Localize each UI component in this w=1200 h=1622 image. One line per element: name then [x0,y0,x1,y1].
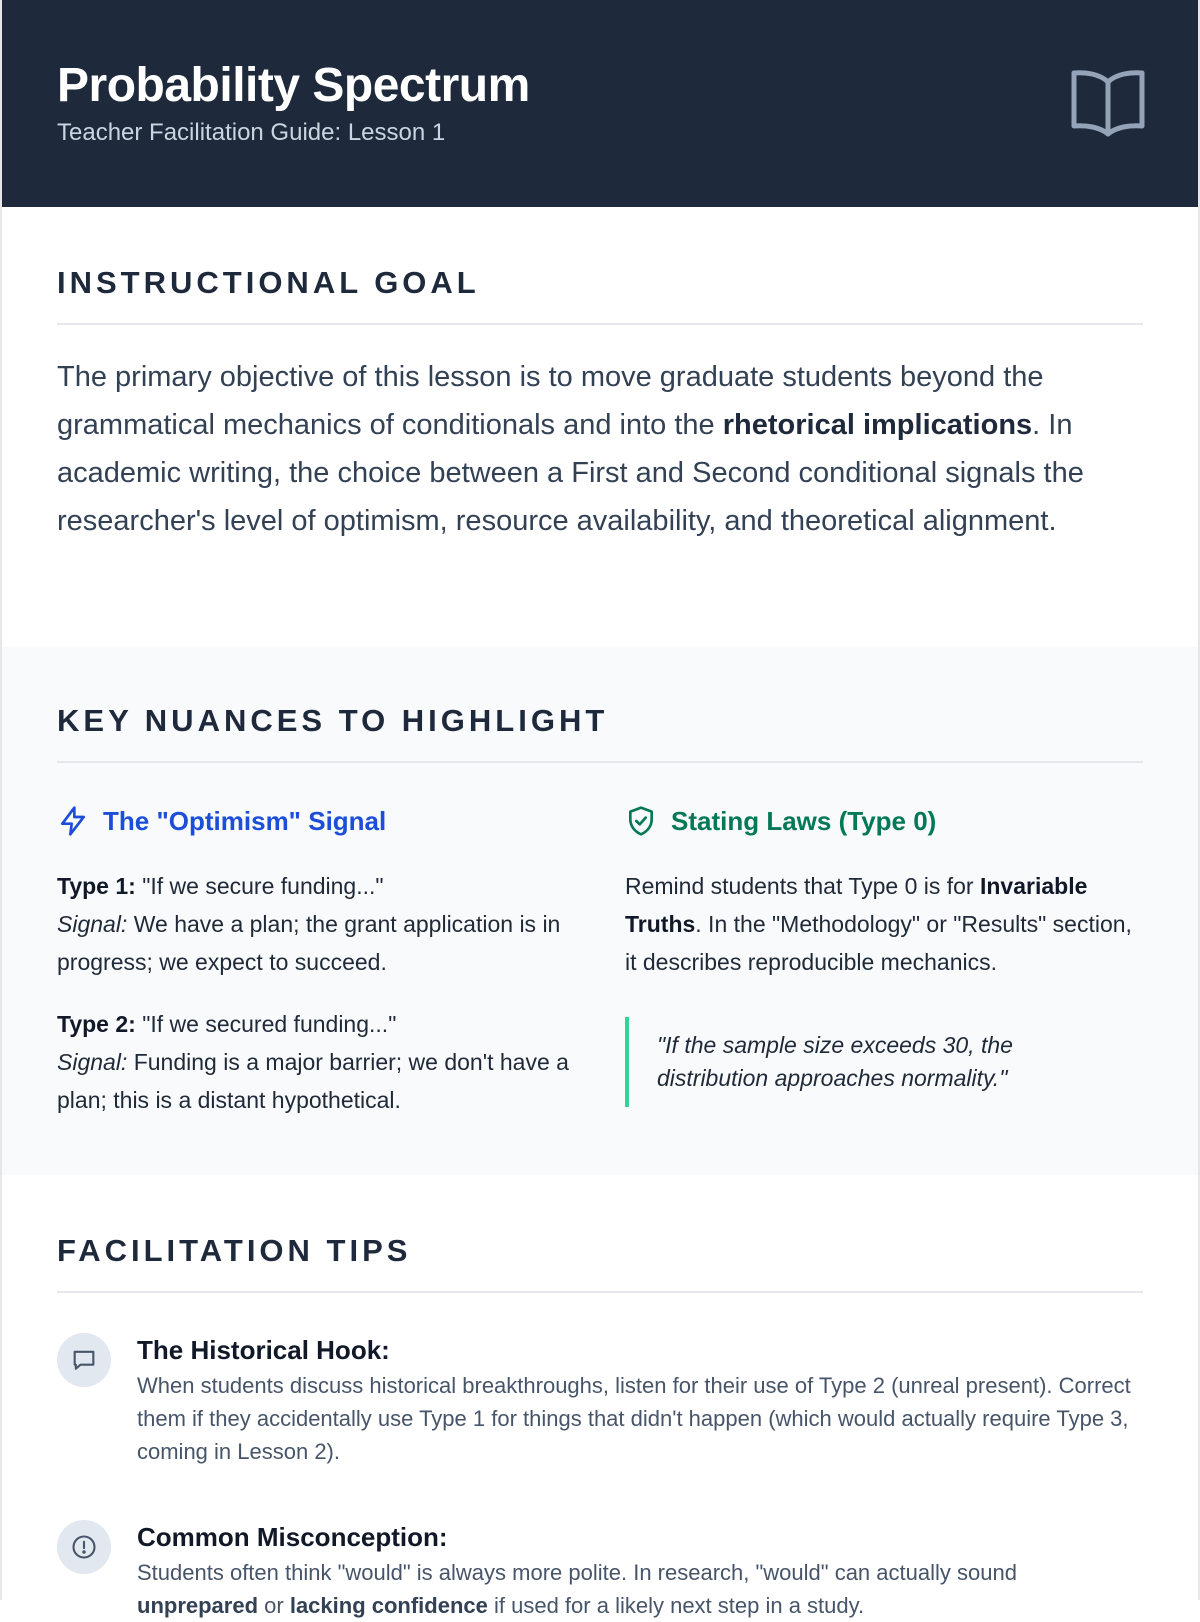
tip-text-part: or [258,1593,290,1618]
lightning-icon [57,805,89,837]
page-title: Probability Spectrum [57,59,530,112]
book-open-icon [1070,68,1146,140]
stating-laws-card [625,803,1143,1119]
type0-entry [625,867,1145,981]
type1-label: Type 1: [57,873,136,899]
tip-emphasis: unprepared [137,1593,259,1618]
type0-text-continued: . In the "Methodology" or "Results" section, it describes reproducible mechanics. [625,911,1132,975]
tip-emphasis: lacking confidence [289,1593,488,1618]
facilitation-tips-section [2,1175,1198,1622]
type2-signal-text: Funding is a major barrier; we don't have a plan; this is a distant hypothetical. [57,1049,569,1113]
type1-signal-label: Signal: [57,911,128,937]
stating-laws-heading [625,803,1143,839]
key-nuances-section [2,647,1198,1175]
section-heading-tips: FACILITATION TIPS [57,1231,1143,1293]
type0-emphasis: Invariable Truths [625,873,1088,937]
type0-example-quote: "If the sample size exceeds 30, the distribution approaches normality." [625,1017,1105,1107]
type2-example: "If we secured funding..." [135,1011,397,1037]
page-subtitle: Teacher Facilitation Guide: Lesson 1 [57,119,446,146]
goal-paragraph [57,353,1147,545]
optimism-signal-card [57,803,625,1119]
tip-text: When students discuss historical breakthroughs, listen for their use of Type 2 (unreal present). Correct them if they accidentally use Type 1 for things that didn't happen (which would actually require Type 3, coming in Lesson 2). [137,1373,1131,1464]
section-heading-goal: INSTRUCTIONAL GOAL [57,263,1143,325]
type2-entry [57,1005,577,1119]
goal-emphasis: rhetorical implications [722,409,1033,441]
tip-title: The Historical Hook: [137,1335,390,1365]
tip-text [137,1556,1143,1622]
tip-text-part: if used for a likely next step in a study. [487,1593,865,1618]
tip-item [57,1520,1143,1622]
stating-laws-title: Stating Laws (Type 0) [671,806,937,836]
type0-text: Remind students that Type 0 is for [625,873,980,899]
page-header [2,0,1198,207]
shield-check-icon [625,805,657,837]
optimism-signal-heading [57,803,625,839]
instructional-goal-section [2,207,1198,647]
tip-item [57,1333,1143,1468]
chat-bubble-icon [57,1333,111,1387]
goal-text: The primary objective of this lesson is to move graduate students beyond the grammatical mechanics of conditionals and into the [57,361,1044,441]
type1-signal-text: We have a plan; the grant application is in progress; we expect to succeed. [57,911,561,975]
section-heading-nuances: KEY NUANCES TO HIGHLIGHT [57,701,1143,763]
tip-title: Common Misconception: [137,1522,448,1552]
tip-text-part: Students often think "would" is always more polite. In research, "would" can actually sound [137,1560,1017,1585]
type1-entry [57,867,577,981]
type1-example: "If we secure funding..." [135,873,384,899]
alert-circle-icon [57,1520,111,1574]
goal-text-continued: . In academic writing, the choice between a First and Second conditional signals the researcher's level of optimism, resource availability, and theoretical alignment. [57,409,1084,537]
type2-label: Type 2: [57,1011,136,1037]
type2-signal-label: Signal: [57,1049,128,1075]
optimism-signal-title: The "Optimism" Signal [103,806,387,836]
